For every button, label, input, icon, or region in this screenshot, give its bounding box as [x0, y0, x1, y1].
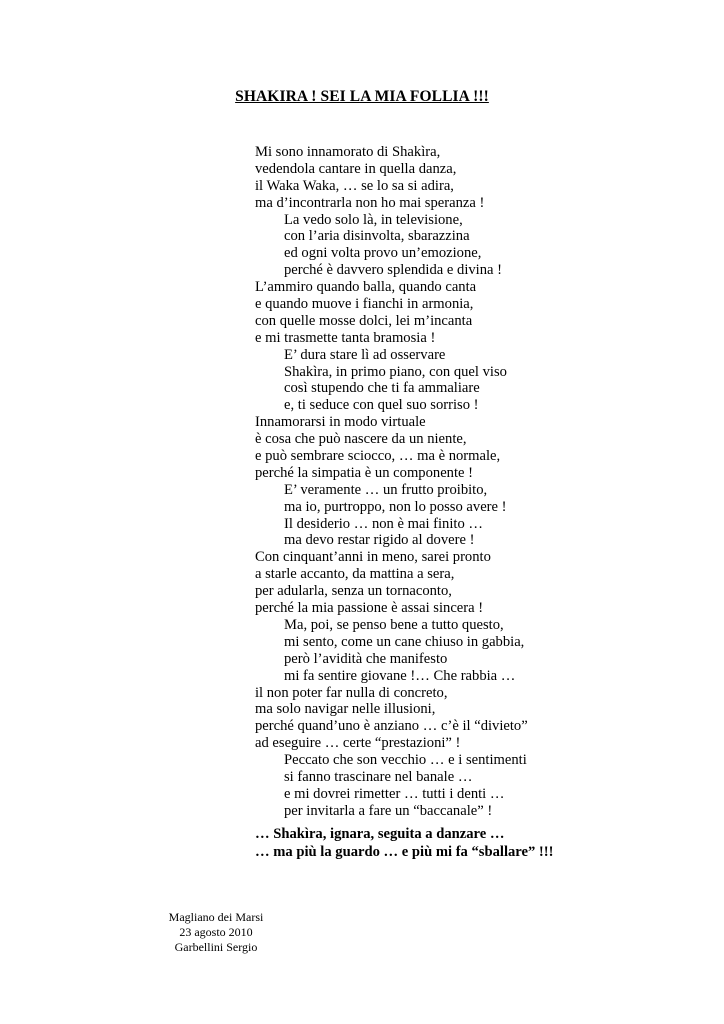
poem-line: per invitarla a fare un “baccanale” ! [284, 802, 493, 819]
signature-author: Garbellini Sergio [174, 940, 258, 954]
poem-line: Peccato che son vecchio … e i sentimenti [284, 752, 527, 769]
poem-line: E’ veramente … un frutto proibito, [284, 481, 488, 498]
poem-line: Shakìra, in primo piano, con quel viso [284, 363, 507, 380]
closing-line: … ma più la guardo … e più mi fa “sballare” !!! [255, 843, 554, 860]
poem-line: La vedo solo là, in televisione, [284, 211, 463, 228]
poem-line: L’ammiro quando balla, quando canta [255, 279, 477, 296]
poem-line: e quando muove i fianchi in armonia, [255, 296, 474, 313]
poem-line: mi sento, come un cane chiuso in gabbia, [284, 633, 525, 650]
poem-line: e mi dovrei rimetter … tutti i denti … [284, 785, 505, 802]
closing-couplet [255, 826, 554, 861]
poem-line: e può sembrare sciocco, … ma è normale, [255, 448, 501, 465]
poem-line: però l’avidità che manifesto [284, 650, 448, 667]
poem-line: il non poter far nulla di concreto, [255, 684, 448, 701]
closing-line: … Shakìra, ignara, seguita a danzare … [255, 826, 505, 842]
poem-line: è cosa che può nascere da un niente, [255, 431, 467, 448]
poem-line: ma solo navigar nelle illusioni, [255, 701, 436, 718]
poem-line: perché la mia passione è assai sincera ! [255, 600, 484, 617]
poem-line: ma io, purtroppo, non lo posso avere ! [284, 498, 507, 515]
poem-line: e mi trasmette tanta bramosia ! [255, 329, 436, 346]
poem-line: a starle accanto, da mattina a sera, [255, 566, 455, 583]
poem-line: perché è davvero splendida e divina ! [284, 262, 503, 279]
poem-line: mi fa sentire giovane !… Che rabbia … [284, 667, 516, 684]
poem-body [255, 144, 528, 820]
poem-line: Ma, poi, se penso bene a tutto questo, [284, 616, 504, 633]
poem-line: con l’aria disinvolta, sbarazzina [284, 228, 470, 245]
poem-line: così stupendo che ti fa ammaliare [284, 380, 480, 397]
poem-line: si fanno trascinare nel banale … [284, 768, 473, 785]
poem-line: Il desiderio … non è mai finito … [284, 515, 484, 532]
poem-line: e, ti seduce con quel suo sorriso ! [284, 397, 479, 414]
poem-line: perché quand’uno è anziano … c’è il “divieto” [255, 718, 528, 735]
poem-line: Con cinquant’anni in meno, sarei pronto [255, 549, 491, 566]
poem-line: ad eseguire … certe “prestazioni” ! [255, 735, 461, 752]
poem-line: perché la simpatia è un componente ! [255, 464, 474, 481]
poem-line: Mi sono innamorato di Shakìra, [255, 144, 441, 160]
poem-line: ma d’incontrarla non ho mai speranza ! [255, 194, 485, 211]
poem-line: ed ogni volta provo un’emozione, [284, 245, 482, 262]
signature-date: 23 agosto 2010 [179, 925, 253, 939]
poem-line: ma devo restar rigido al dovere ! [284, 532, 475, 549]
poem-line: per adularla, senza un tornaconto, [255, 583, 452, 600]
poem-line: Innamorarsi in modo virtuale [255, 414, 426, 431]
poem-title: SHAKIRA ! SEI LA MIA FOLLIA !!! [235, 88, 489, 105]
poem-line: con quelle mosse dolci, lei m’incanta [255, 312, 473, 329]
poem-line: E’ dura stare lì ad osservare [284, 346, 446, 363]
signature-place: Magliano dei Marsi [168, 910, 264, 924]
poem-line: il Waka Waka, … se lo sa si adira, [255, 177, 454, 194]
poem-line: vedendola cantare in quella danza, [255, 160, 457, 177]
signature-block [160, 910, 272, 955]
